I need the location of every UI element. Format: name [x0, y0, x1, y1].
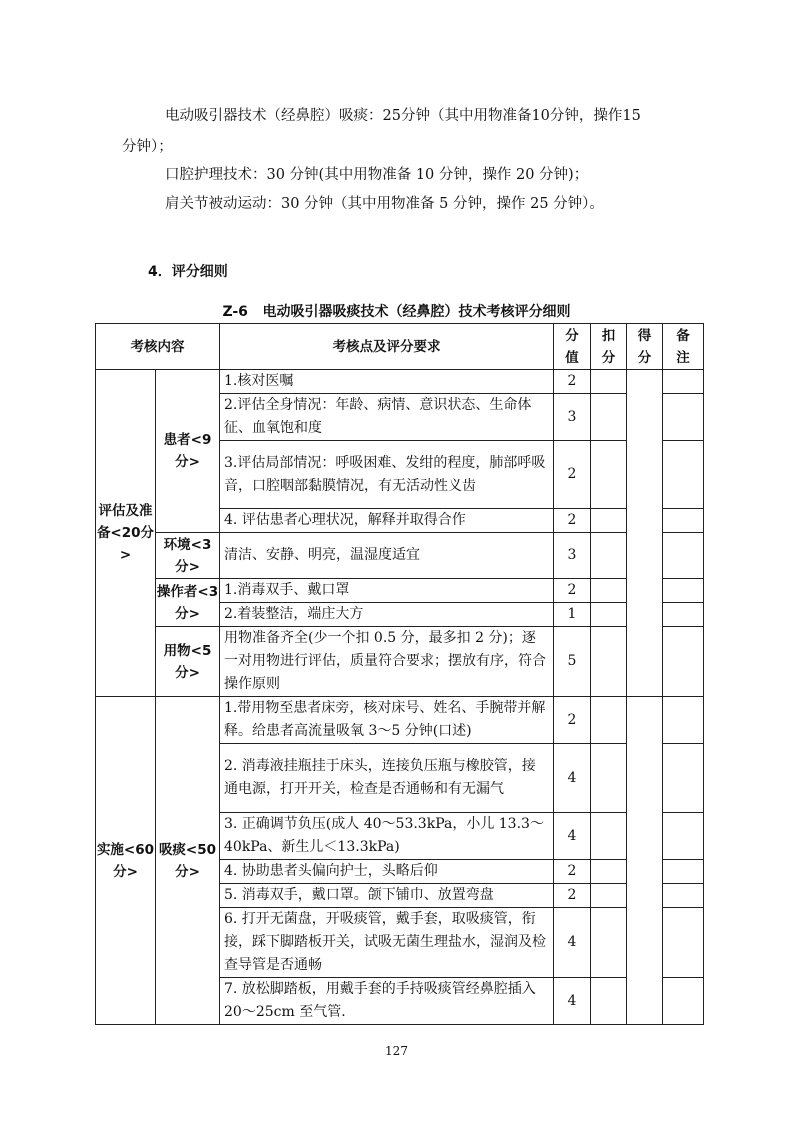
score-value: 2	[554, 370, 591, 394]
subgroup-label: 患者<9 分>	[156, 370, 220, 533]
score-value: 2	[554, 509, 591, 533]
note-cell[interactable]	[663, 394, 704, 441]
table-row	[96, 370, 704, 394]
got-score-cell[interactable]	[627, 370, 663, 697]
subgroup-label: 吸痰<50 分>	[156, 697, 220, 1025]
deduct-cell[interactable]	[591, 394, 627, 441]
score-value: 1	[554, 603, 591, 627]
requirement-text: 6. 打开无菌盘，开吸痰管，戴手套，取吸痰管，衔接，踩下脚踏板开关，试吸无菌生理盐水，湿润及检查导管是否通畅	[220, 908, 554, 978]
deduct-cell[interactable]	[591, 603, 627, 627]
deduct-cell[interactable]	[591, 441, 627, 509]
note-cell[interactable]	[663, 533, 704, 579]
requirement-text: 3.评估局部情况：呼吸困难、发绀的程度，肺部呼吸音，口腔咽部黏膜情况，有无活动性义齿	[220, 441, 554, 509]
requirement-text: 3. 正确调节负压(成人 40～53.3kPa，小儿 13.3～40kPa、新生儿＜13.3kPa)	[220, 813, 554, 860]
deduct-cell[interactable]	[591, 884, 627, 908]
requirement-text: 4. 协助患者头偏向护士，头略后仰	[220, 860, 554, 884]
deduct-cell[interactable]	[591, 908, 627, 978]
table-row	[96, 627, 704, 697]
subgroup-label: 用物<5 分>	[156, 627, 220, 697]
score-value: 2	[554, 579, 591, 603]
table-title: Z-6 电动吸引器吸痰技术（经鼻腔）技术考核评分细则	[222, 304, 571, 320]
requirement-text: 用物准备齐全(少一个扣 0.5 分，最多扣 2 分)；逐一对用物进行评估，质量符合要求；摆放有序，符合操作原则	[220, 627, 554, 697]
score-value: 4	[554, 978, 591, 1025]
header-deduct: 扣分	[591, 324, 627, 370]
subgroup-label: 环境<3 分>	[156, 533, 220, 579]
requirement-text: 清洁、安静、明亮，温湿度适宜	[220, 533, 554, 579]
note-cell[interactable]	[663, 908, 704, 978]
requirement-text: 4. 评估患者心理状况，解释并取得合作	[220, 509, 554, 533]
note-cell[interactable]	[663, 697, 704, 744]
deduct-cell[interactable]	[591, 509, 627, 533]
deduct-cell[interactable]	[591, 813, 627, 860]
deduct-cell[interactable]	[591, 978, 627, 1025]
score-value: 3	[554, 394, 591, 441]
intro-line: 分钟）；	[122, 139, 173, 155]
table-row	[96, 533, 704, 579]
score-value: 4	[554, 908, 591, 978]
deduct-cell[interactable]	[591, 627, 627, 697]
intro-line: 肩关节被动运动：30 分钟（其中用物准备 5 分钟，操作 25 分钟）。	[165, 196, 604, 212]
group-label: 评估及准备<20分>	[96, 370, 156, 697]
requirement-text: 5. 消毒双手，戴口罩。颌下铺巾、放置弯盘	[220, 884, 554, 908]
score-value: 2	[554, 697, 591, 744]
note-cell[interactable]	[663, 813, 704, 860]
header-got: 得分	[627, 324, 663, 370]
score-value: 2	[554, 860, 591, 884]
note-cell[interactable]	[663, 579, 704, 603]
note-cell[interactable]	[663, 978, 704, 1025]
score-value: 2	[554, 441, 591, 509]
deduct-cell[interactable]	[591, 370, 627, 394]
page-number: 127	[385, 1044, 408, 1058]
deduct-cell[interactable]	[591, 579, 627, 603]
deduct-cell[interactable]	[591, 697, 627, 744]
header-row	[96, 324, 704, 370]
got-score-cell[interactable]	[627, 697, 663, 1025]
note-cell[interactable]	[663, 627, 704, 697]
score-value: 3	[554, 533, 591, 579]
intro-line: 电动吸引器技术（经鼻腔）吸痰：25分钟（其中用物准备10分钟，操作15	[165, 108, 641, 124]
header-score: 分值	[554, 324, 591, 370]
note-cell[interactable]	[663, 744, 704, 813]
intro-line: 口腔护理技术：30 分钟(其中用物准备 10 分钟，操作 20 分钟)；	[165, 167, 589, 183]
requirement-text: 1.带用物至患者床旁，核对床号、姓名、手腕带并解释。给患者高流量吸氧 3～5 分钟(口述)	[220, 697, 554, 744]
note-cell[interactable]	[663, 860, 704, 884]
score-value: 5	[554, 627, 591, 697]
note-cell[interactable]	[663, 603, 704, 627]
header-note: 备注	[663, 324, 704, 370]
note-cell[interactable]	[663, 441, 704, 509]
note-cell[interactable]	[663, 509, 704, 533]
requirement-text: 2.评估全身情况：年龄、病情、意识状态、生命体征、血氧饱和度	[220, 394, 554, 441]
score-value: 4	[554, 813, 591, 860]
score-value: 4	[554, 744, 591, 813]
group-label: 实施<60 分>	[96, 697, 156, 1025]
table-row	[96, 697, 704, 744]
header-content: 考核内容	[96, 324, 220, 370]
deduct-cell[interactable]	[591, 860, 627, 884]
deduct-cell[interactable]	[591, 744, 627, 813]
scoring-table	[95, 323, 704, 1025]
requirement-text: 1.核对医嘱	[220, 370, 554, 394]
requirement-text: 1.消毒双手、戴口罩	[220, 579, 554, 603]
note-cell[interactable]	[663, 370, 704, 394]
deduct-cell[interactable]	[591, 533, 627, 579]
requirement-text: 2.着装整洁，端庄大方	[220, 603, 554, 627]
subgroup-label: 操作者<3 分>	[156, 579, 220, 627]
score-value: 2	[554, 884, 591, 908]
table-row	[96, 579, 704, 603]
requirement-text: 2. 消毒液挂瓶挂于床头，连接负压瓶与橡胶管，接通电源，打开开关，检查是否通畅和有无漏气	[220, 744, 554, 813]
header-requirements: 考核点及评分要求	[220, 324, 554, 370]
section-heading: 4．评分细则	[148, 264, 228, 280]
requirement-text: 7. 放松脚踏板，用戴手套的手持吸痰管经鼻腔插入 20～25cm 至气管.	[220, 978, 554, 1025]
note-cell[interactable]	[663, 884, 704, 908]
